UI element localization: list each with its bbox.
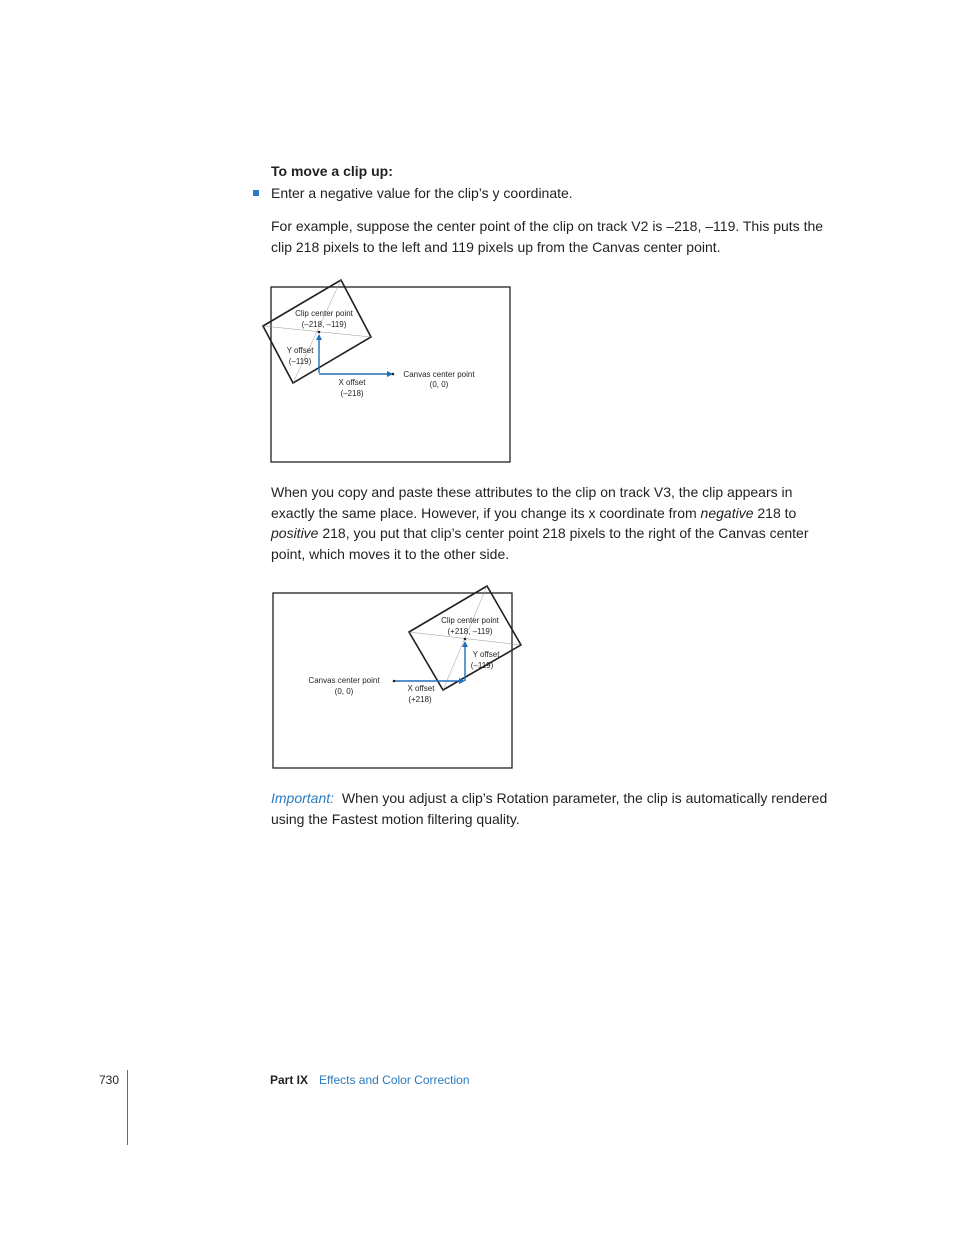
page-number: 730 [99,1073,120,1087]
footer-divider [127,1070,128,1145]
y-offset-value: (–119) [470,661,494,670]
y-offset-value: (–119) [288,357,312,366]
x-offset-value: (+218) [408,695,432,704]
x-offset-value: (–218) [340,389,364,398]
important-text: When you adjust a clip’s Rotation parameter, the clip is automatically rendered using the Fastest motion filtering quality. [271,790,828,827]
emphasis-negative: negative [700,504,754,521]
figure-1 [255,278,525,470]
important-label: Important: [271,790,335,806]
canvas-center-dot [393,680,396,683]
bullet-square-icon [253,190,259,196]
paragraph-text: When you copy and paste these attributes to the clip on track V3, the clip appears in exactly the same place. However, if you change its x coordinate from [271,484,793,521]
clip-center-value: (+218, –119) [447,627,493,636]
footer-chapter-link[interactable]: Effects and Color Correction [319,1073,470,1087]
emphasis-positive: positive [271,525,319,541]
paragraph-text: 218, you put that clip’s center point 218 pixels to the right of the Canvas center point, which moves it to the other side. [271,525,809,562]
y-offset-arrowhead [462,641,468,647]
bullet-text: Enter a negative value for the clip’s y coordinate. [271,185,573,201]
x-offset-label: X offset [338,378,366,387]
canvas-center-label: Canvas center point [308,676,380,685]
y-offset-arrowhead [316,334,322,340]
y-offset-label: Y offset [286,346,314,355]
important-note [271,788,831,829]
paragraph-text: 218 to [753,504,797,521]
figure-2 [264,584,534,776]
clip-center-value: (–218, –119) [301,320,347,329]
canvas-center-label: Canvas center point [403,370,475,379]
x-offset-label: X offset [407,684,435,693]
y-offset-label: Y offset [472,650,500,659]
canvas-center-dot [392,373,395,376]
clip-diagonal [293,280,341,383]
canvas-center-value: (0, 0) [429,380,449,389]
procedure-heading: To move a clip up: [271,163,393,179]
paragraph-copy-paste [271,482,831,564]
paragraph-example: For example, suppose the center point of the clip on track V2 is –218, –119. This puts the clip 218 pixels to the left and 119 pixels up from the Canvas center point. [271,218,824,255]
footer-part: Part IX [270,1073,309,1087]
clip-center-dot [464,638,467,641]
clip-center-dot [318,331,321,334]
canvas-center-value: (0, 0) [334,687,354,696]
clip-center-label: Clip center point [295,309,353,318]
clip-center-label: Clip center point [441,616,499,625]
